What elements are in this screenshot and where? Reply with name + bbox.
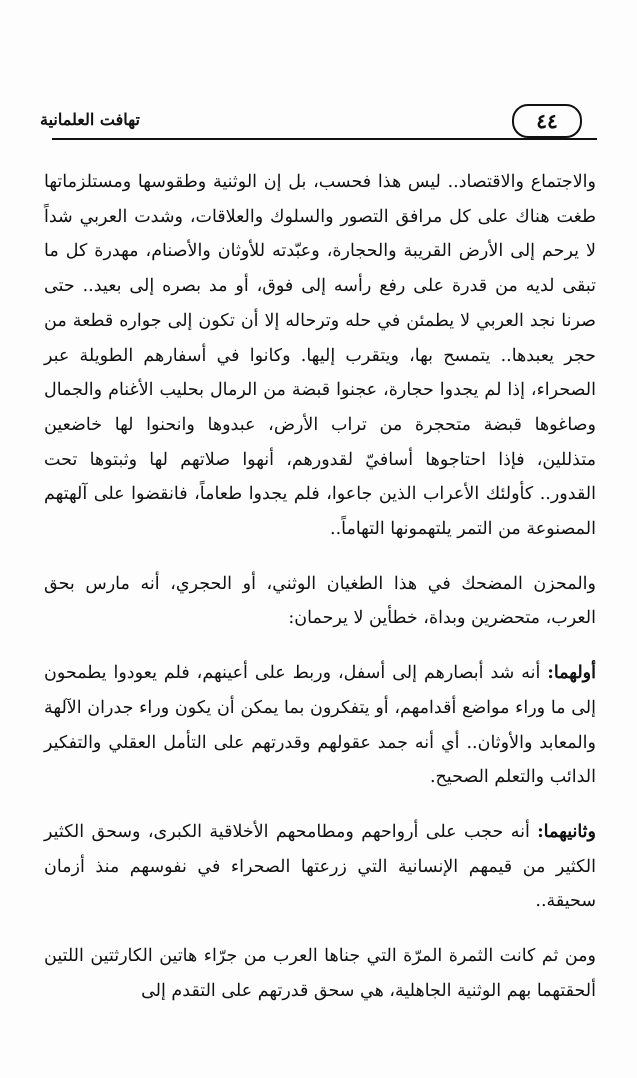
paragraph-1: والاجتماع والاقتصاد.. ليس هذا فحسب، بل إن الوثنية وطقوسها ومستلزماتها طغت هناك على كل مرافق التصور والسلوك والعلاقات، وشدت العربي شداً لا يرحم إلى الأرض القريبة والحجارة، وعبّدته للأوثان والأصنام، مهدرة كل ما تبقى لديه من قدرة على رفع رأسه إلى فوق، أو مد بصره إلى بعيد.. حتى صرنا نجد العربي لا يطمئن في حله وترحاله إلا أن تكون إلى جواره قطعة من حجر يعبدها.. يتمسح بها، ويتقرب إليها. وكانوا في أسفارهم الطويلة عبر الصحراء، إذا لم يجدوا حجارة، عجنوا قبضة من الرمال بحليب الأغنام والجمال وصاغوها قبضة متحجرة من تراب الأرض، عبدوها وانحنوا لها خاضعين متذللين، فإذا احتاجوها أسافيّ لقدورهم، أنهوا صلاتهم لها وثبتوها تحت القدور.. كأولئك الأعراب الذين جاعوا، فلم يجدوا طعاماً، فانقضوا على آلهتهم المصنوعة من التمر يلتهمونها التهاماً.. — [44, 172, 596, 540]
paragraph-5: ومن ثم كانت الثمرة المرّة التي جناها العرب من جرّاء هاتين الكارثتين اللتين ألحقتهما بهم الوثنية الجاهلية، هي سحق قدرتهم على التقدم إلى — [44, 946, 596, 1001]
paragraph-gap — [44, 547, 596, 567]
page-header — [40, 100, 597, 144]
page-number-badge — [512, 104, 582, 138]
page-body — [44, 165, 596, 1008]
page-number: ٤٤ — [536, 109, 558, 133]
paragraph-3 — [44, 656, 596, 795]
paragraph-2: والمحزن المضحك في هذا الطغيان الوثني، أو الحجري، أنه مارس بحق العرب، متحضرين وبداة، خطأين لا يرحمان: — [44, 573, 596, 629]
header-rule — [52, 138, 597, 140]
paragraph-4-label: وثانيهما: — [537, 821, 596, 842]
running-title: تهافت العلمانية — [40, 110, 140, 129]
paragraph-gap — [44, 919, 596, 939]
paragraph-4-text: أنه حجب على أرواحهم ومطامحهم الأخلاقية الكبرى، وسحق الكثير الكثير من قيمهم الإنسانية التي زرعتها الصحراء في نفوسهم منذ أزمان سحيقة.. — [44, 821, 596, 912]
paragraph-gap — [44, 636, 596, 656]
paragraph-3-text: أنه شد أبصارهم إلى أسفل، وربط على أعينهم، فلم يعودوا يطمحون إلى ما وراء مواضع أقدامهم، أو يتفكرون بما يمكن أن يكون وراء جدران الآلهة والمعابد والأوثان.. أي أنه جمد عقولهم وقدرتهم على التأمل العقلي والتفكير الدائب والتعلم الصحيح. — [44, 663, 596, 788]
paragraph-4 — [44, 815, 596, 919]
paragraph-gap — [44, 795, 596, 815]
paragraph-3-label: أولهما: — [547, 663, 596, 684]
